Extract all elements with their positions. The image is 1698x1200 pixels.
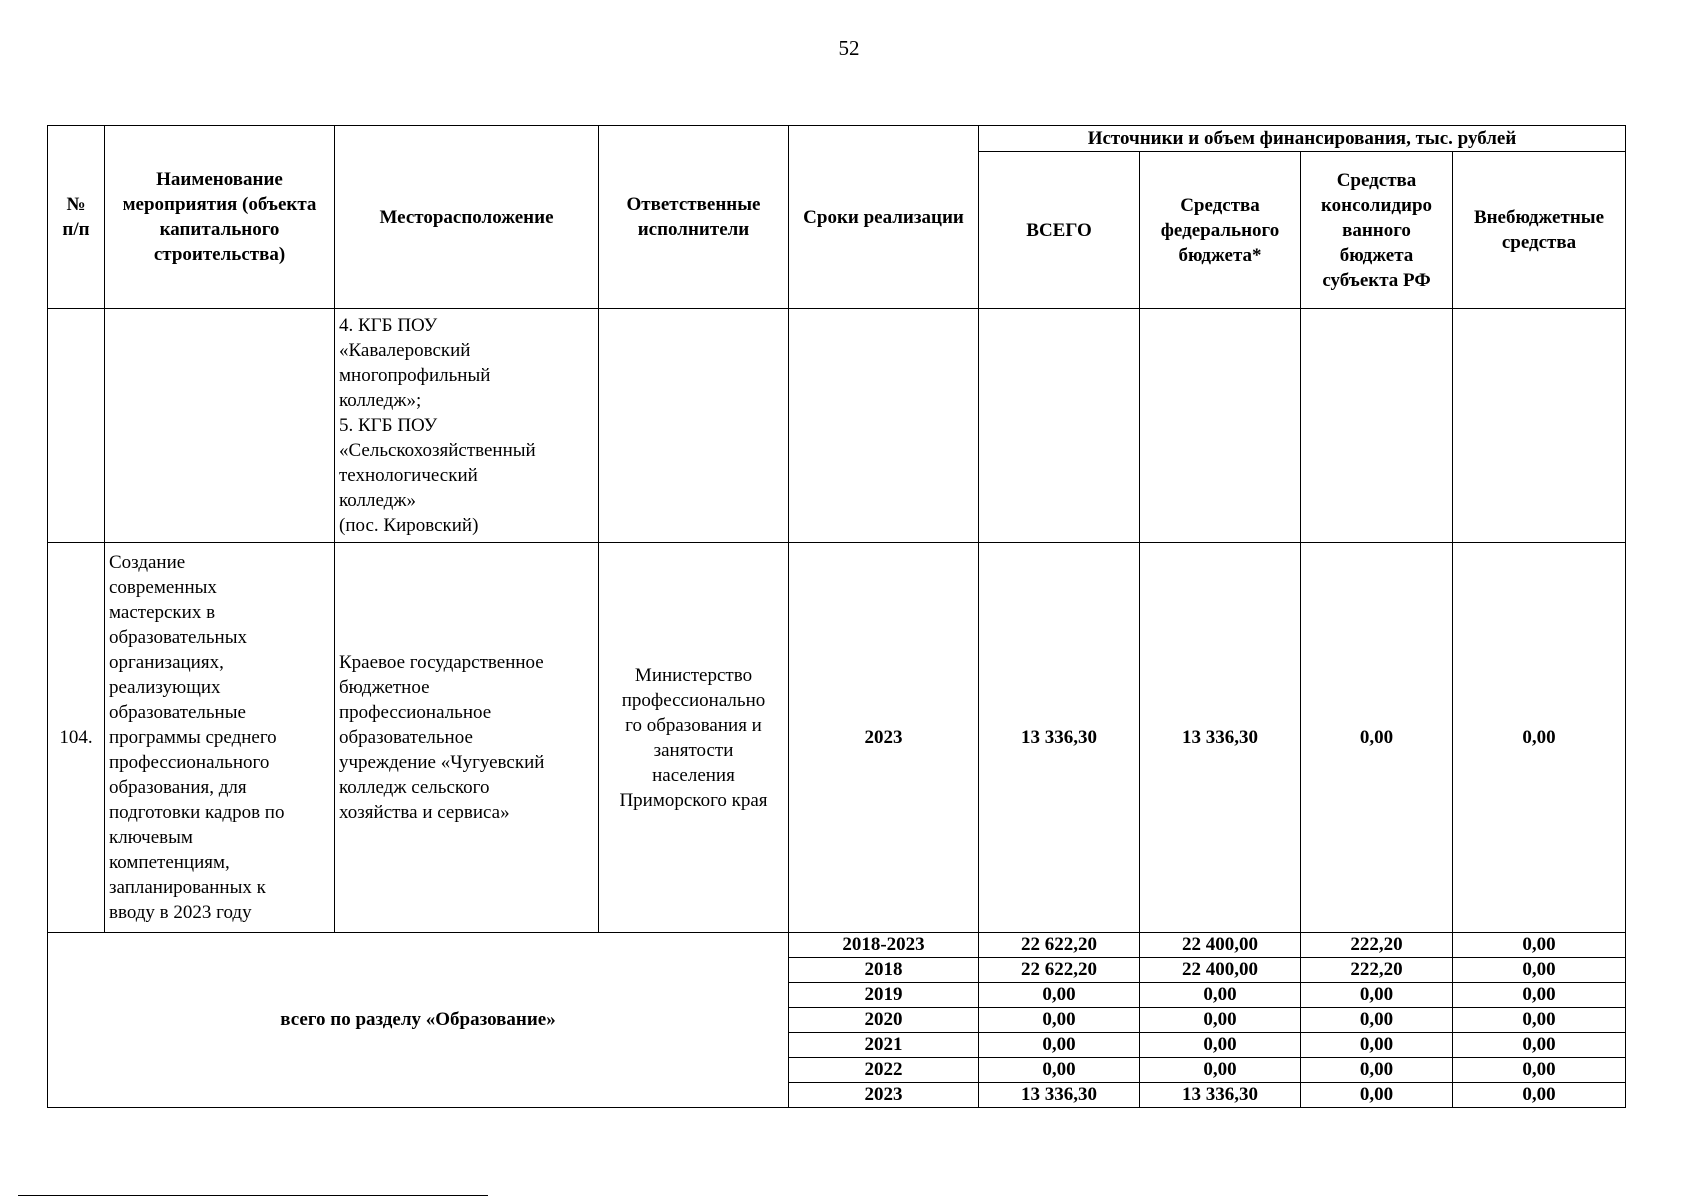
cell-federal: [1140, 309, 1301, 543]
summary-federal: 0,00: [1140, 1058, 1301, 1083]
footnote-divider: [18, 1195, 488, 1196]
cell-location: 4. КГБ ПОУ «Кавалеровский многопрофильный колледж»; 5. КГБ ПОУ «Сельскохозяйственный технологический колледж» (пос. Кировский): [335, 309, 599, 543]
summary-extra: 0,00: [1453, 1008, 1626, 1033]
header-total: ВСЕГО: [979, 152, 1140, 309]
summary-extra: 0,00: [1453, 933, 1626, 958]
summary-federal: 22 400,00: [1140, 958, 1301, 983]
header-extra: Внебюджетные средства: [1453, 152, 1626, 309]
summary-extra: 0,00: [1453, 958, 1626, 983]
summary-extra: 0,00: [1453, 1083, 1626, 1108]
cell-name: [105, 309, 335, 543]
summary-consolidated: 222,20: [1301, 958, 1453, 983]
header-financing-group: Источники и объем финансирования, тыс. рублей: [979, 126, 1626, 152]
summary-row: [48, 933, 1626, 958]
summary-period: 2022: [789, 1058, 979, 1083]
header-num: № п/п: [48, 126, 105, 309]
cell-name: Создание современных мастерских в образовательных организациях, реализующих образовательные программы среднего профессионального образования, для подготовки кадров по ключевым компетенциям, запланированных к вводу в 2023 году: [105, 543, 335, 933]
cell-num: 104.: [48, 543, 105, 933]
summary-period: 2020: [789, 1008, 979, 1033]
summary-extra: 0,00: [1453, 983, 1626, 1008]
summary-federal: 0,00: [1140, 1033, 1301, 1058]
summary-federal: 0,00: [1140, 1008, 1301, 1033]
cell-extra: [1453, 309, 1626, 543]
summary-consolidated: 0,00: [1301, 1083, 1453, 1108]
summary-period: 2023: [789, 1083, 979, 1108]
summary-total: 0,00: [979, 1008, 1140, 1033]
summary-total: 0,00: [979, 1058, 1140, 1083]
summary-federal: 22 400,00: [1140, 933, 1301, 958]
summary-consolidated: 0,00: [1301, 983, 1453, 1008]
summary-total: 22 622,20: [979, 933, 1140, 958]
summary-consolidated: 0,00: [1301, 1058, 1453, 1083]
summary-total: 13 336,30: [979, 1083, 1140, 1108]
cell-consolidated: 0,00: [1301, 543, 1453, 933]
header-federal: Средства федерального бюджета*: [1140, 152, 1301, 309]
cell-total: 13 336,30: [979, 543, 1140, 933]
cell-term: 2023: [789, 543, 979, 933]
summary-extra: 0,00: [1453, 1058, 1626, 1083]
table-row: [48, 543, 1626, 933]
summary-consolidated: 222,20: [1301, 933, 1453, 958]
table-row: [48, 309, 1626, 543]
summary-total: 0,00: [979, 1033, 1140, 1058]
summary-consolidated: 0,00: [1301, 1033, 1453, 1058]
summary-period: 2021: [789, 1033, 979, 1058]
summary-label: всего по разделу «Образование»: [48, 933, 789, 1108]
page-number: 52: [838, 36, 860, 60]
header-name: Наименование мероприятия (объекта капитального строительства): [105, 126, 335, 309]
cell-total: [979, 309, 1140, 543]
header-location: Месторасположение: [335, 126, 599, 309]
summary-consolidated: 0,00: [1301, 1008, 1453, 1033]
summary-federal: 13 336,30: [1140, 1083, 1301, 1108]
summary-extra: 0,00: [1453, 1033, 1626, 1058]
header-terms: Сроки реализации: [789, 126, 979, 309]
cell-num: [48, 309, 105, 543]
cell-extra: 0,00: [1453, 543, 1626, 933]
summary-total: 0,00: [979, 983, 1140, 1008]
summary-period: 2019: [789, 983, 979, 1008]
cell-federal: 13 336,30: [1140, 543, 1301, 933]
financing-table: [47, 125, 1626, 1108]
cell-responsible: Министерство профессионально го образования и занятости населения Приморского края: [599, 543, 789, 933]
cell-location: Краевое государственное бюджетное профессиональное образовательное учреждение «Чугуевский колледж сельского хозяйства и сервиса»: [335, 543, 599, 933]
summary-period: 2018: [789, 958, 979, 983]
header-responsible: Ответственные исполнители: [599, 126, 789, 309]
cell-consolidated: [1301, 309, 1453, 543]
summary-period: 2018-2023: [789, 933, 979, 958]
summary-federal: 0,00: [1140, 983, 1301, 1008]
summary-total: 22 622,20: [979, 958, 1140, 983]
header-consolidated: Средства консолидиро ванного бюджета субъекта РФ: [1301, 152, 1453, 309]
cell-responsible: [599, 309, 789, 543]
cell-term: [789, 309, 979, 543]
